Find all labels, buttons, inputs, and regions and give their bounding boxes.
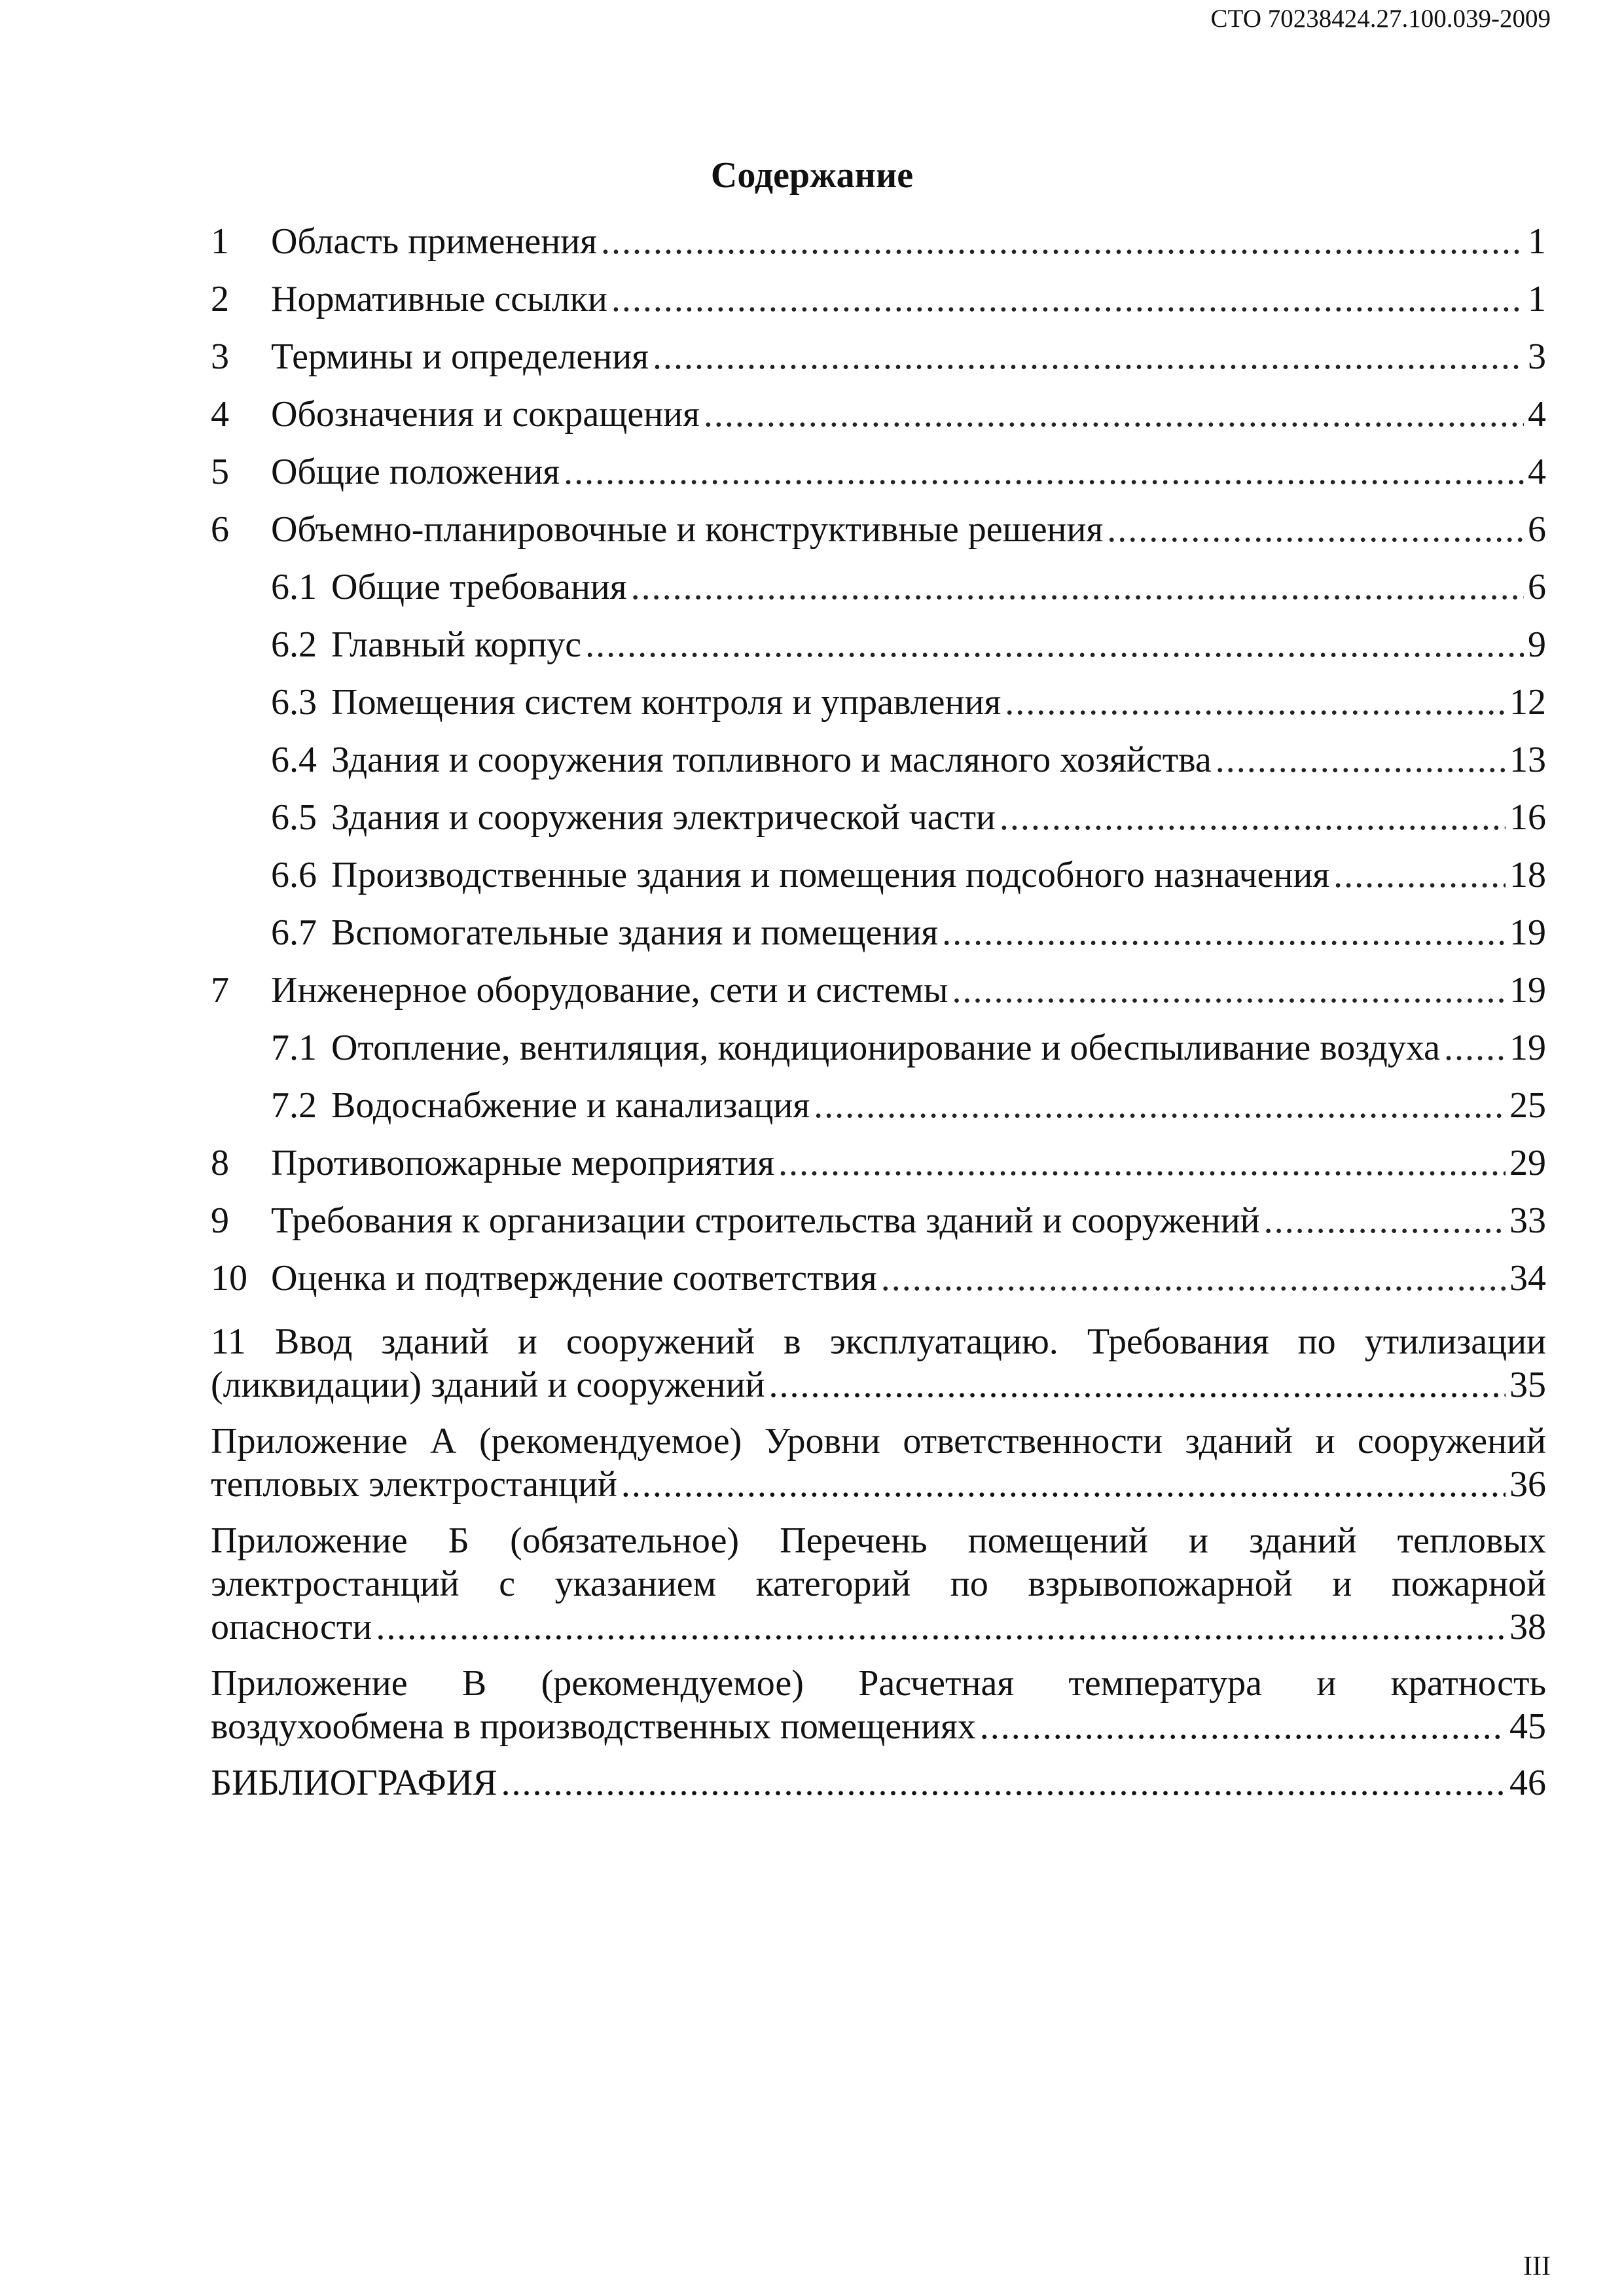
toc-entry-page: 29 <box>1509 1143 1546 1183</box>
toc-entry[interactable] <box>211 1134 1546 1192</box>
dot-leader <box>1264 1192 1506 1249</box>
toc-entry-number: 6.3 <box>271 682 317 723</box>
toc-entry-title: Общие положения <box>271 452 560 492</box>
toc-entry-title: Объемно-планировочные и конструктивные решения <box>271 509 1104 550</box>
toc-entry-multiline[interactable] <box>211 1519 1546 1649</box>
toc-entry-page: 34 <box>1509 1258 1546 1299</box>
toc-entry-title: Обозначения и сокращения <box>271 394 700 435</box>
dot-leader <box>653 328 1524 386</box>
toc-entry-title: Термины и определения <box>271 336 649 377</box>
toc-entry-number: 8 <box>211 1143 229 1183</box>
toc-entry[interactable] <box>211 961 1546 1019</box>
toc-entry-page: 16 <box>1509 797 1546 838</box>
toc-entry-title-line: Приложение А (рекомендуемое) Уровни ответственности зданий и сооружений <box>211 1421 1546 1462</box>
toc-entry-number: 6.2 <box>271 624 317 665</box>
toc-entry-title: Водоснабжение и канализация <box>331 1085 810 1126</box>
toc-entry-title: Производственные здания и помещения подсобного назначения <box>331 855 1330 895</box>
toc-entry-number: 5 <box>211 452 229 492</box>
toc-entry-page: 19 <box>1509 1028 1546 1068</box>
dot-leader <box>980 1705 1506 1748</box>
toc-entry-title-line: опасности <box>211 1607 372 1647</box>
toc-entry-title: Противопожарные мероприятия <box>271 1143 774 1183</box>
toc-entry-title-line: Приложение Б (обязательное) Перечень помещений и зданий тепловых <box>211 1520 1546 1561</box>
toc-entry[interactable] <box>211 1192 1546 1249</box>
toc-entry[interactable] <box>211 213 1546 270</box>
toc-entry-page: 4 <box>1528 394 1546 435</box>
dot-leader <box>1444 1019 1506 1077</box>
dot-leader <box>621 1463 1506 1506</box>
dot-leader <box>778 1134 1506 1192</box>
dot-leader <box>376 1605 1506 1649</box>
toc-entry-bibliography[interactable] <box>211 1761 1546 1804</box>
toc-entry-title: Здания и сооружения топливного и масляного хозяйства <box>331 740 1212 780</box>
toc-entry-title-line: (ликвидации) зданий и сооружений <box>211 1365 765 1405</box>
page-number: III <box>1523 2251 1551 2282</box>
toc-entry-title: БИБЛИОГРАФИЯ <box>211 1763 497 1803</box>
toc-entry-number: 3 <box>211 336 229 377</box>
toc-entry-page: 6 <box>1528 567 1546 607</box>
toc-subentry[interactable] <box>211 616 1546 673</box>
dot-leader <box>501 1761 1506 1804</box>
toc-entry-number: 6 <box>211 509 229 550</box>
toc-entry-number: 2 <box>211 279 229 319</box>
toc-entry-page: 25 <box>1509 1085 1546 1126</box>
toc-entry-title: Общие требования <box>331 567 627 607</box>
toc-entry[interactable] <box>211 270 1546 328</box>
toc-entry-title: Отопление, вентиляция, кондиционирование и обеспыливание воздуха <box>331 1028 1440 1068</box>
dot-leader <box>704 386 1524 443</box>
toc-entry-title: Помещения систем контроля и управления <box>331 682 1001 723</box>
toc-entry[interactable] <box>211 443 1546 501</box>
dot-leader <box>585 616 1524 673</box>
toc-entry-number: 7.2 <box>271 1085 317 1126</box>
dot-leader <box>1000 789 1506 846</box>
toc-subentry[interactable] <box>211 673 1546 731</box>
toc-entry-title-line: тепловых электростанций <box>211 1464 617 1505</box>
toc-entry-title-line: Приложение В (рекомендуемое) Расчетная температура и кратность <box>211 1663 1546 1704</box>
toc-entry-title-line: электростанций с указанием категорий по взрывопожарной и пожарной <box>211 1564 1546 1604</box>
dot-leader <box>1216 731 1506 789</box>
toc-subentry[interactable] <box>211 789 1546 846</box>
document-code: СТО 70238424.27.100.039-2009 <box>1210 5 1551 33</box>
toc-entry-page: 3 <box>1528 336 1546 377</box>
toc-entry-title: Требования к организации строительства зданий и сооружений <box>271 1200 1260 1241</box>
toc-entry-number: 1 <box>211 221 229 262</box>
toc-entry-number: 7.1 <box>271 1028 317 1068</box>
toc-entry-number: 7 <box>211 970 229 1011</box>
toc-entry-title-line: 11 Ввод зданий и сооружений в эксплуатацию. Требования по утилизации <box>211 1321 1546 1362</box>
dot-leader <box>601 213 1524 270</box>
page-title: Содержание <box>710 155 914 196</box>
toc-entry-number: 6.7 <box>271 912 317 953</box>
toc-entry-title: Инженерное оборудование, сети и системы <box>271 970 948 1011</box>
toc-entry-number: 6.1 <box>271 567 317 607</box>
toc-subentry[interactable] <box>211 558 1546 616</box>
dot-leader <box>631 558 1524 616</box>
toc-entry-multiline[interactable] <box>211 1662 1546 1748</box>
toc-entry-page: 12 <box>1509 682 1546 723</box>
toc-subentry[interactable] <box>211 1019 1546 1077</box>
toc-entry-page: 4 <box>1528 452 1546 492</box>
toc-entry-number: 4 <box>211 394 229 435</box>
toc-entry-page: 33 <box>1509 1200 1546 1241</box>
toc-entry-title: Вспомогательные здания и помещения <box>331 912 939 953</box>
toc-entry-page: 13 <box>1509 740 1546 780</box>
toc-entry-page: 1 <box>1528 221 1546 262</box>
toc-subentry[interactable] <box>211 904 1546 961</box>
toc-entry-page: 18 <box>1509 855 1546 895</box>
toc-entry-number: 9 <box>211 1200 229 1241</box>
toc-entry-title: Нормативные ссылки <box>271 279 607 319</box>
toc-entry-page: 19 <box>1509 970 1546 1011</box>
toc-entry-multiline[interactable] <box>211 1320 1546 1407</box>
dot-leader <box>952 961 1506 1019</box>
toc-entry-number: 10 <box>211 1258 247 1299</box>
dot-leader <box>564 443 1524 501</box>
toc-entry-page: 46 <box>1509 1763 1546 1803</box>
toc-subentry[interactable] <box>211 846 1546 904</box>
toc-entry-title: Здания и сооружения электрической части <box>331 797 996 838</box>
toc-entry-page: 45 <box>1509 1706 1546 1747</box>
toc-entry-title: Оценка и подтверждение соответствия <box>271 1258 877 1299</box>
toc-entry-page: 36 <box>1509 1464 1546 1505</box>
toc-entry-page: 9 <box>1528 624 1546 665</box>
toc-entry-title: Область применения <box>271 221 597 262</box>
toc-entry-page: 1 <box>1528 279 1546 319</box>
dot-leader <box>611 270 1524 328</box>
toc-entry-page: 19 <box>1509 912 1546 953</box>
dot-leader <box>942 904 1506 961</box>
dot-leader <box>1107 501 1524 558</box>
toc-entry[interactable] <box>211 1249 1546 1307</box>
toc-entry[interactable] <box>211 501 1546 558</box>
dot-leader <box>1005 673 1506 731</box>
toc-entry-title-line: воздухообмена в производственных помещениях <box>211 1706 976 1747</box>
toc-entry-multiline[interactable] <box>211 1420 1546 1506</box>
table-of-contents <box>211 213 1546 1804</box>
toc-subentry[interactable] <box>211 1077 1546 1134</box>
toc-entry-page: 35 <box>1509 1365 1546 1405</box>
dot-leader <box>814 1077 1506 1134</box>
toc-entry-page: 38 <box>1509 1607 1546 1647</box>
toc-entry-number: 6.4 <box>271 740 317 780</box>
toc-entry[interactable] <box>211 386 1546 443</box>
toc-entry-number: 6.5 <box>271 797 317 838</box>
toc-entry[interactable] <box>211 328 1546 386</box>
toc-entry-page: 6 <box>1528 509 1546 550</box>
toc-entry-number: 6.6 <box>271 855 317 895</box>
dot-leader <box>769 1363 1506 1407</box>
dot-leader <box>881 1249 1506 1307</box>
dot-leader <box>1333 846 1506 904</box>
toc-subentry[interactable] <box>211 731 1546 789</box>
toc-entry-title: Главный корпус <box>331 624 582 665</box>
